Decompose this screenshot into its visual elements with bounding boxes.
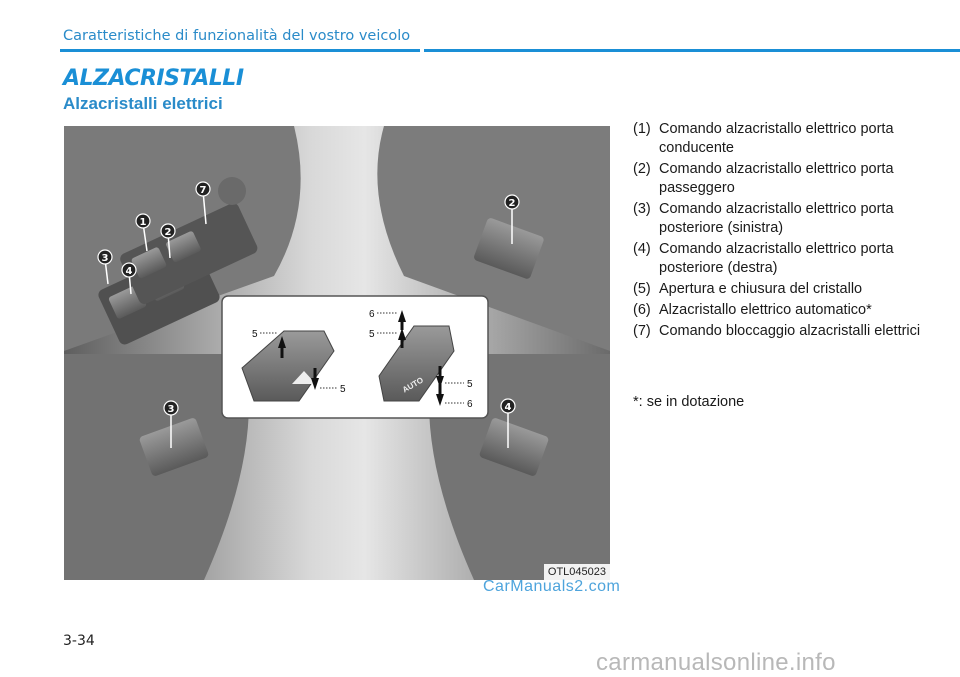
legend-item xyxy=(633,200,933,238)
legend-number: (4) xyxy=(633,241,651,257)
callout-7: 7 xyxy=(199,185,207,196)
inset-label-6-down: 6 xyxy=(467,399,473,410)
header-rule-right xyxy=(424,49,960,52)
callout-1: 1 xyxy=(139,217,147,228)
legend-text: Comando alzacristallo elettrico porta posteriore (destra) xyxy=(659,241,894,276)
header-rule-left xyxy=(60,49,420,52)
callout-3-rear: 3 xyxy=(167,404,175,415)
legend-number: (6) xyxy=(633,302,651,318)
inset-detail xyxy=(222,296,488,418)
legend-text: Comando alzacristallo elettrico porta passeggero xyxy=(659,161,894,196)
footnote: *: se in dotazione xyxy=(633,394,745,410)
legend-item xyxy=(633,160,933,198)
legend-text: Comando alzacristallo elettrico porta posteriore (sinistra) xyxy=(659,201,894,236)
legend-text: Apertura e chiusura del cristallo xyxy=(659,281,863,297)
window-switch-figure xyxy=(64,126,610,580)
callout-2: 2 xyxy=(164,227,172,238)
section-header: Caratteristiche di funzionalità del vostro veicolo xyxy=(63,28,411,44)
watermark-link[interactable]: CarManuals2.com xyxy=(483,578,621,595)
legend-item xyxy=(633,240,933,278)
callout-4-rear: 4 xyxy=(504,402,512,413)
callout-4: 4 xyxy=(125,266,133,277)
legend-number: (3) xyxy=(633,201,651,217)
inset-label-5-left-up: 5 xyxy=(252,329,258,340)
inset-label-5-left-down: 5 xyxy=(340,384,346,395)
callout-2-passenger: 2 xyxy=(508,198,516,209)
legend-text: Comando alzacristallo elettrico porta conducente xyxy=(659,121,894,156)
inset-label-6-up: 6 xyxy=(369,309,375,320)
legend-number: (2) xyxy=(633,161,651,177)
figure-code: OTL045023 xyxy=(544,564,610,580)
section-subtitle: Alzacristalli elettrici xyxy=(63,94,223,113)
legend-list xyxy=(633,120,933,343)
legend-number: (7) xyxy=(633,323,651,339)
legend-text: Comando bloccaggio alzacristalli elettrici xyxy=(659,323,921,339)
callout-3: 3 xyxy=(101,253,109,264)
legend-item xyxy=(633,120,933,158)
legend-text: Alzacristallo elettrico automatico* xyxy=(659,302,872,318)
legend-item xyxy=(633,322,933,341)
inset-label-5-up: 5 xyxy=(369,329,375,340)
legend-number: (5) xyxy=(633,281,651,297)
page-title: ALZACRISTALLI xyxy=(63,66,244,91)
inset-label-5-down: 5 xyxy=(467,379,473,390)
auto-switch-label: AUTO xyxy=(400,375,425,395)
door-panels-illustration xyxy=(64,126,610,580)
legend-item xyxy=(633,301,933,320)
watermark-site[interactable]: carmanualsonline.info xyxy=(596,649,836,676)
legend-item xyxy=(633,280,933,299)
page-number: 3-34 xyxy=(63,633,95,649)
legend-number: (1) xyxy=(633,121,651,137)
